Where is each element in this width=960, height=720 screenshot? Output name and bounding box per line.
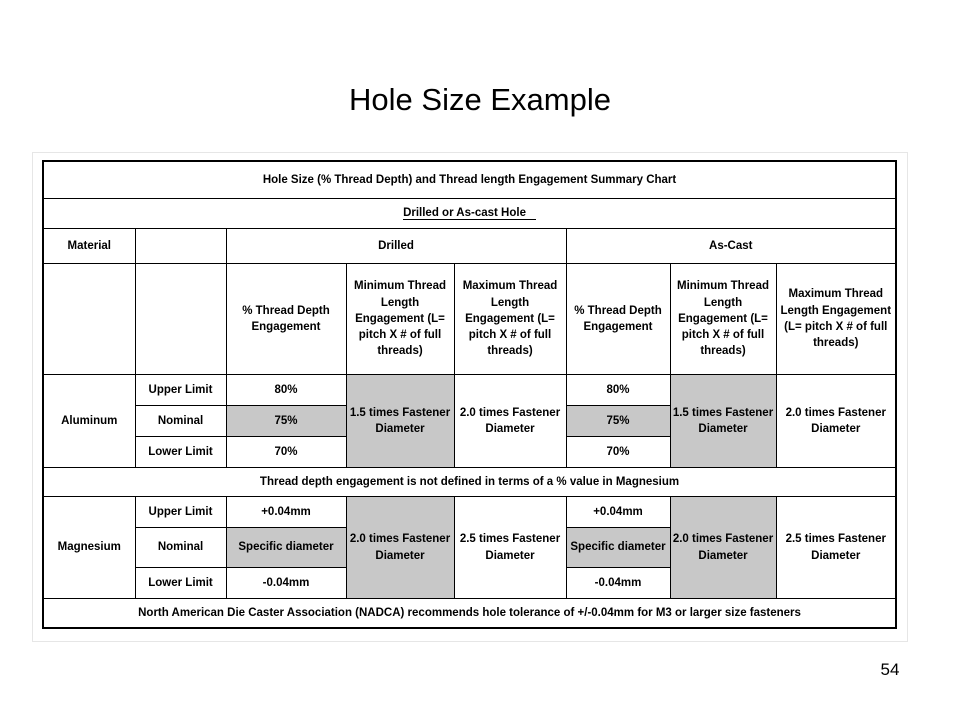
magnesium-drilled-max: 2.5 times Fastener Diameter <box>454 497 566 599</box>
magnesium-ascast-min: 2.0 times Fastener Diameter <box>670 497 776 599</box>
limit-label: Nominal <box>135 528 226 568</box>
group-header-row <box>43 229 896 264</box>
magnesium-ascast-depth-upper: +0.04mm <box>566 497 670 528</box>
aluminum-ascast-max: 2.0 times Fastener Diameter <box>776 375 896 468</box>
aluminum-ascast-depth-lower: 70% <box>566 437 670 468</box>
table-title-row <box>43 161 896 199</box>
empty-header-cell <box>135 229 226 264</box>
magnesium-drilled-depth-lower: -0.04mm <box>226 568 346 599</box>
aluminum-drilled-depth-nominal: 75% <box>226 406 346 437</box>
footer-row <box>43 599 896 629</box>
aluminum-drilled-depth-upper: 80% <box>226 375 346 406</box>
aluminum-drilled-depth-lower: 70% <box>226 437 346 468</box>
limit-label: Upper Limit <box>135 375 226 406</box>
table-title: Hole Size (% Thread Depth) and Thread length Engagement Summary Chart <box>43 161 896 199</box>
material-magnesium: Magnesium <box>43 497 135 599</box>
table-subtitle-cell <box>43 199 896 229</box>
aluminum-ascast-depth-nominal: 75% <box>566 406 670 437</box>
table-subtitle-row <box>43 199 896 229</box>
group-drilled-header: Drilled <box>226 229 566 264</box>
magnesium-ascast-depth-lower: -0.04mm <box>566 568 670 599</box>
magnesium-drilled-depth-nominal: Specific diameter <box>226 528 346 568</box>
col-ascast-max: Maximum Thread Length Engagement (L= pitch X # of full threads) <box>776 264 896 375</box>
aluminum-ascast-min: 1.5 times Fastener Diameter <box>670 375 776 468</box>
col-drilled-min: Minimum Thread Length Engagement (L= pitch X # of full threads) <box>346 264 454 375</box>
limit-label: Nominal <box>135 406 226 437</box>
table-row <box>43 497 896 528</box>
material-header: Material <box>43 229 135 264</box>
summary-table <box>42 160 897 629</box>
page-number: 54 <box>880 660 900 679</box>
limit-label: Lower Limit <box>135 568 226 599</box>
col-drilled-max: Maximum Thread Length Engagement (L= pitch X # of full threads) <box>454 264 566 375</box>
table-subtitle: Drilled or As-cast Hole <box>403 207 536 220</box>
magnesium-note: Thread depth engagement is not defined in terms of a % value in Magnesium <box>43 468 896 497</box>
limit-label: Lower Limit <box>135 437 226 468</box>
magnesium-ascast-max: 2.5 times Fastener Diameter <box>776 497 896 599</box>
magnesium-drilled-depth-upper: +0.04mm <box>226 497 346 528</box>
empty-header-cell <box>43 264 135 375</box>
col-ascast-min: Minimum Thread Length Engagement (L= pitch X # of full threads) <box>670 264 776 375</box>
col-ascast-depth: % Thread Depth Engagement <box>566 264 670 375</box>
aluminum-drilled-max: 2.0 times Fastener Diameter <box>454 375 566 468</box>
note-row <box>43 468 896 497</box>
aluminum-ascast-depth-upper: 80% <box>566 375 670 406</box>
magnesium-ascast-depth-nominal: Specific diameter <box>566 528 670 568</box>
magnesium-drilled-min: 2.0 times Fastener Diameter <box>346 497 454 599</box>
slide-title: Hole Size Example <box>349 82 611 117</box>
table-row <box>43 375 896 406</box>
empty-header-cell <box>135 264 226 375</box>
column-header-row <box>43 264 896 375</box>
limit-label: Upper Limit <box>135 497 226 528</box>
nadca-footnote: North American Die Caster Association (NADCA) recommends hole tolerance of +/-0.04mm for M3 or larger size fasteners <box>43 599 896 629</box>
group-ascast-header: As-Cast <box>566 229 896 264</box>
col-drilled-depth: % Thread Depth Engagement <box>226 264 346 375</box>
material-aluminum: Aluminum <box>43 375 135 468</box>
aluminum-drilled-min: 1.5 times Fastener Diameter <box>346 375 454 468</box>
